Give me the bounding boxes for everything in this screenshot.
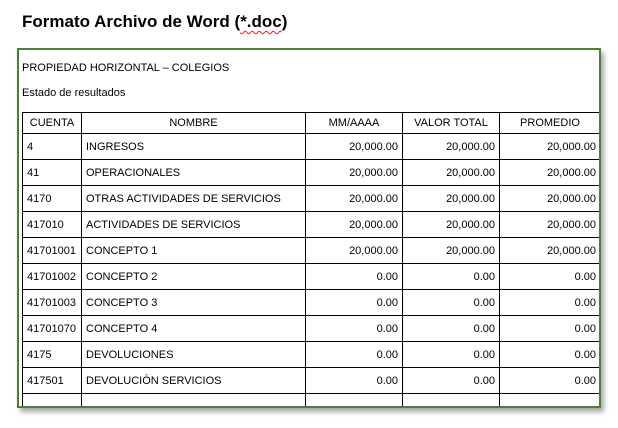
cell-mm-aaaa: 0.00: [306, 316, 403, 342]
header-valor-total: VALOR TOTAL: [403, 113, 500, 134]
cell-cuenta: 4170: [23, 186, 82, 212]
cell-valor-total: 0.00: [403, 264, 500, 290]
header-cuenta: CUENTA: [23, 113, 82, 134]
cell-mm-aaaa: 0.00: [306, 290, 403, 316]
document-frame: [17, 48, 601, 408]
page-heading: [22, 12, 287, 32]
cell-valor-total: 0.00: [403, 316, 500, 342]
table-row: [23, 238, 601, 264]
cell-promedio: 0.00: [500, 368, 601, 394]
cell-valor-total: 20,000.00: [403, 212, 500, 238]
table-row: [23, 368, 601, 394]
cell-promedio: 20,000.00: [500, 238, 601, 264]
cell-nombre: OPERACIONALES: [82, 160, 306, 186]
cell-mm-aaaa: 0.00: [306, 342, 403, 368]
cell-nombre: DEVOLUCIONES: [82, 342, 306, 368]
cell-valor-total: 20,000.00: [403, 238, 500, 264]
cell-promedio: [500, 394, 601, 409]
cell-promedio: 20,000.00: [500, 134, 601, 160]
cell-nombre: CONCEPTO 2: [82, 264, 306, 290]
heading-suffix: ): [281, 12, 288, 31]
document-title: PROPIEDAD HORIZONTAL – COLEGIOS: [22, 62, 230, 74]
cell-mm-aaaa: 0.00: [306, 368, 403, 394]
table-row: [23, 290, 601, 316]
document-subtitle: Estado de resultados: [22, 87, 126, 99]
table-row: [23, 342, 601, 368]
cell-cuenta: 4: [23, 134, 82, 160]
cell-nombre: CONCEPTO 4: [82, 316, 306, 342]
cell-promedio: 0.00: [500, 264, 601, 290]
cell-nombre: OTRAS ACTIVIDADES DE SERVICIOS: [82, 186, 306, 212]
table-row: [23, 160, 601, 186]
cell-promedio: 0.00: [500, 342, 601, 368]
cell-mm-aaaa: 0.00: [306, 264, 403, 290]
cell-mm-aaaa: 20,000.00: [306, 160, 403, 186]
header-promedio: PROMEDIO: [500, 113, 601, 134]
cell-valor-total: 0.00: [403, 290, 500, 316]
cell-cuenta: 41701070: [23, 316, 82, 342]
cell-cuenta: 41701001: [23, 238, 82, 264]
cell-nombre: INGRESOS: [82, 134, 306, 160]
table-row: [23, 212, 601, 238]
cell-valor-total: 20,000.00: [403, 186, 500, 212]
table-row: [23, 394, 601, 409]
cell-valor-total: 20,000.00: [403, 134, 500, 160]
results-table: [22, 112, 601, 408]
cell-valor-total: 0.00: [403, 368, 500, 394]
table-row: [23, 264, 601, 290]
cell-mm-aaaa: [306, 394, 403, 409]
cell-nombre: CONCEPTO 3: [82, 290, 306, 316]
cell-cuenta: 41701002: [23, 264, 82, 290]
cell-cuenta: 4175: [23, 342, 82, 368]
cell-cuenta: 417010: [23, 212, 82, 238]
heading-prefix: Formato Archivo de Word (: [22, 12, 241, 31]
heading-extension: *.doc: [240, 12, 282, 31]
cell-promedio: 20,000.00: [500, 212, 601, 238]
cell-promedio: 0.00: [500, 290, 601, 316]
table-row: [23, 316, 601, 342]
cell-nombre: ACTIVIDADES DE SERVICIOS: [82, 212, 306, 238]
cell-nombre: [82, 394, 306, 409]
cell-valor-total: 20,000.00: [403, 160, 500, 186]
cell-promedio: 0.00: [500, 316, 601, 342]
cell-valor-total: 0.00: [403, 342, 500, 368]
cell-cuenta: 41701003: [23, 290, 82, 316]
cell-mm-aaaa: 20,000.00: [306, 238, 403, 264]
cell-cuenta: [23, 394, 82, 409]
cell-nombre: CONCEPTO 1: [82, 238, 306, 264]
cell-cuenta: 41: [23, 160, 82, 186]
cell-mm-aaaa: 20,000.00: [306, 186, 403, 212]
cell-promedio: 20,000.00: [500, 186, 601, 212]
cell-mm-aaaa: 20,000.00: [306, 212, 403, 238]
header-nombre: NOMBRE: [82, 113, 306, 134]
header-mm-aaaa: MM/AAAA: [306, 113, 403, 134]
table-header-row: [23, 113, 601, 134]
cell-promedio: 20,000.00: [500, 160, 601, 186]
cell-mm-aaaa: 20,000.00: [306, 134, 403, 160]
cell-nombre: DEVOLUCIÓN SERVICIOS: [82, 368, 306, 394]
table-row: [23, 186, 601, 212]
cell-valor-total: [403, 394, 500, 409]
table-row: [23, 134, 601, 160]
cell-cuenta: 417501: [23, 368, 82, 394]
